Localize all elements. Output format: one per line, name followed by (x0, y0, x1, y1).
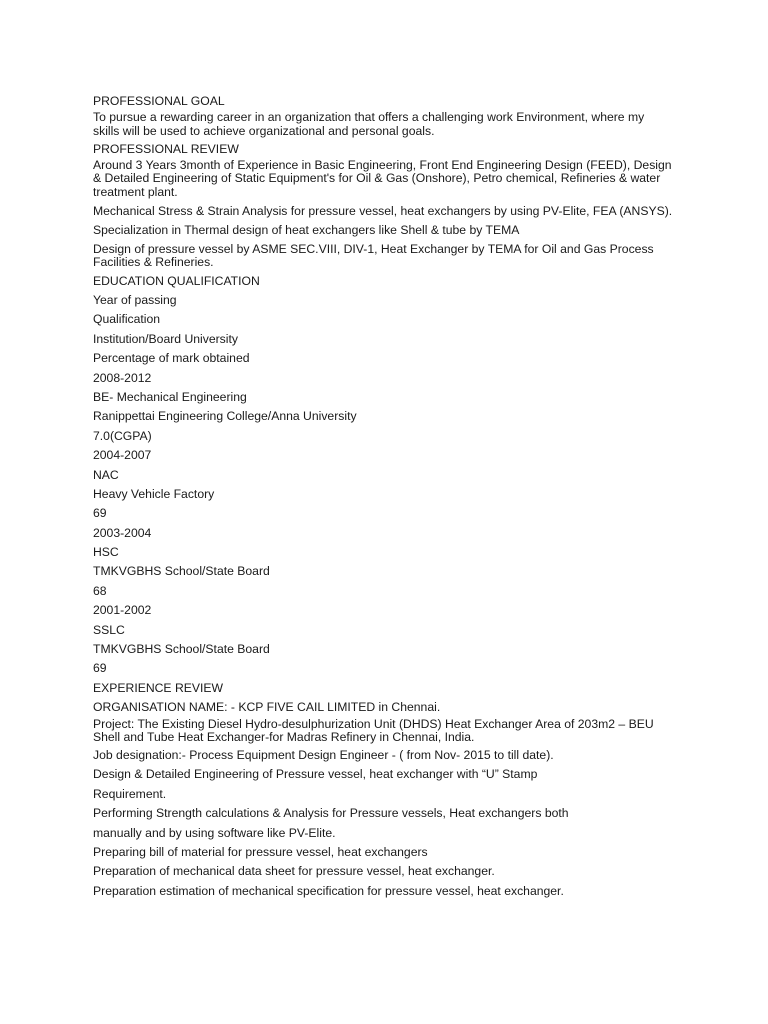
experience-line: Preparation of mechanical data sheet for pressure vessel, heat exchanger. (93, 864, 495, 879)
review-item: Around 3 Years 3month of Experience in Basic Engineering, Front End Engineering Design (FEED), Design & Detailed Engineering of Static Equipment's for Oil & Gas (Onshore), Petro chemical, Refineries & water treatment plant. (93, 158, 672, 199)
professional-goal-text: To pursue a rewarding career in an organization that offers a challenging work Environment, where my skills will be used to achieve organizational and personal goals. (93, 110, 645, 138)
education-line: 2001-2002 (93, 603, 152, 618)
education-line: 68 (93, 583, 107, 598)
education-line: Institution/Board University (93, 331, 238, 346)
education-line: Year of passing (93, 293, 177, 307)
education-line: HSC (93, 545, 119, 560)
review-item: Design of pressure vessel by ASME SEC.VIII, DIV-1, Heat Exchanger by TEMA for Oil and Gas Process Facilities & Refineries. (93, 242, 654, 270)
education-line: 2003-2004 (93, 525, 152, 540)
review-item: Mechanical Stress & Strain Analysis for pressure vessel, heat exchangers by using PV-Elite, FEA (ANSYS). (93, 203, 673, 218)
experience-line: manually and by using software like PV-Elite. (93, 825, 336, 840)
education-line: TMKVGBHS School/State Board (93, 642, 270, 657)
education-line: 2004-2007 (93, 448, 152, 463)
education-line: Heavy Vehicle Factory (93, 486, 215, 501)
education-line: Percentage of mark obtained (93, 351, 250, 366)
experience-line: Design & Detailed Engineering of Pressure vessel, heat exchanger with “U” Stamp (93, 767, 538, 782)
education-line: Qualification (93, 312, 161, 327)
section-heading-professional-review: PROFESSIONAL REVIEW (93, 141, 239, 156)
education-line: 2008-2012 (93, 370, 152, 385)
section-heading-experience: EXPERIENCE REVIEW (93, 680, 224, 695)
education-line: SSLC (93, 622, 125, 637)
organisation-name: ORGANISATION NAME: - KCP FIVE CAIL LIMITED in Chennai. (93, 700, 441, 715)
experience-line: Performing Strength calculations & Analysis for Pressure vessels, Heat exchangers both (93, 806, 569, 821)
experience-line: Job designation:- Process Equipment Design Engineer - ( from Nov- 2015 to till date). (93, 748, 554, 762)
education-line: NAC (93, 467, 119, 482)
resume-page (93, 92, 673, 901)
education-line: Ranippettai Engineering College/Anna University (93, 409, 357, 424)
experience-line: Preparation estimation of mechanical specification for pressure vessel, heat exchanger. (93, 883, 564, 898)
review-item: Specialization in Thermal design of heat exchangers like Shell & tube by TEMA (93, 223, 520, 237)
section-heading-education: EDUCATION QUALIFICATION (93, 273, 260, 288)
experience-line: Preparing bill of material for pressure vessel, heat exchangers (93, 844, 428, 859)
experience-line: Requirement. (93, 786, 167, 801)
education-line: 7.0(CGPA) (93, 428, 152, 443)
section-heading-professional-goal: PROFESSIONAL GOAL (93, 94, 225, 108)
education-line: 69 (93, 661, 107, 676)
education-line: 69 (93, 506, 107, 521)
education-line: BE- Mechanical Engineering (93, 389, 247, 404)
project-description: Project: The Existing Diesel Hydro-desulphurization Unit (DHDS) Heat Exchanger Area of 203m2 – BEU Shell and Tube Heat Exchanger-for Madras Refinery in Chennai, India. (93, 716, 654, 744)
education-line: TMKVGBHS School/State Board (93, 564, 270, 579)
